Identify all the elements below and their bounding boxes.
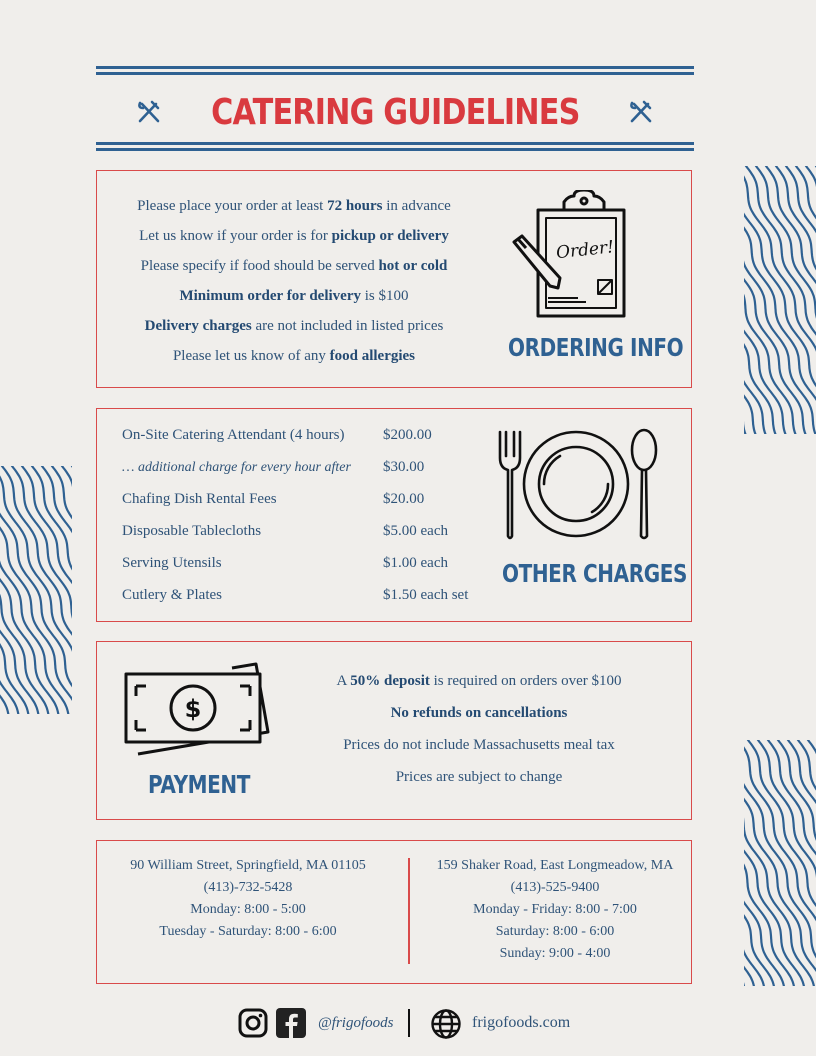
- charge-price: $200.00: [383, 427, 432, 443]
- location-springfield: [98, 855, 398, 943]
- location-phone: (413)-732-5428: [203, 880, 293, 895]
- charge-price: $5.00 each: [383, 523, 448, 539]
- other-charges-heading: OTHER CHARGES: [502, 559, 687, 588]
- header-bottom-rule-2: [96, 148, 694, 151]
- ordering-info-line-text: Please let us know of any: [172, 348, 330, 364]
- page-title: CATERING GUIDELINES: [210, 91, 580, 133]
- plate-cutlery-icon: [496, 428, 660, 542]
- charge-label: Cutlery & Plates: [122, 587, 222, 603]
- ordering-info-line-text: in advance: [382, 198, 451, 214]
- location-hours: Monday: 8:00 - 5:00: [190, 902, 306, 917]
- header-top-rule: [96, 66, 694, 69]
- ordering-info-line-emphasis: Delivery charges: [144, 318, 252, 334]
- charge-label: Chafing Dish Rental Fees: [122, 491, 277, 507]
- charge-price: $1.00 each: [383, 555, 448, 571]
- ordering-info-line-emphasis: hot or cold: [378, 258, 448, 274]
- ordering-info-line-emphasis: food allergies: [329, 348, 416, 364]
- facebook-icon[interactable]: [276, 1008, 306, 1038]
- ordering-info-line: [98, 228, 490, 245]
- ordering-info-line-emphasis: 72 hours: [327, 198, 383, 214]
- header-bottom-rule: [96, 142, 694, 145]
- payment-terms-line: [300, 705, 658, 722]
- location-east-longmeadow: [410, 855, 700, 965]
- payment-terms-line-emphasis: 50% deposit: [350, 673, 430, 689]
- location-hours: Sunday: 9:00 - 4:00: [499, 946, 611, 961]
- charge-label: Serving Utensils: [122, 555, 222, 571]
- ordering-info-line-text: are not included in listed prices: [251, 318, 444, 334]
- ordering-info-line: [98, 318, 490, 335]
- location-address: 159 Shaker Road, East Longmeadow, MA: [436, 858, 674, 873]
- footer: [0, 1005, 816, 1043]
- ordering-info-line-text: is $100: [360, 288, 409, 304]
- payment-terms-line-emphasis: No refunds on cancellations: [390, 705, 568, 721]
- payment-terms-line-text: is required on orders over $100: [429, 673, 622, 689]
- ordering-info-heading: ORDERING INFO: [508, 333, 684, 362]
- ordering-info-line-emphasis: pickup or delivery: [331, 228, 449, 244]
- clipboard-label: Order!: [555, 237, 615, 264]
- charge-label: On-Site Catering Attendant (4 hours): [122, 427, 345, 443]
- money-icon: [122, 660, 274, 760]
- charge-price: $1.50 each set: [383, 587, 469, 603]
- wave-decoration-left: [0, 466, 72, 714]
- ordering-info-line-emphasis: Minimum order for delivery: [179, 288, 361, 304]
- charge-price: $20.00: [383, 491, 425, 507]
- footer-divider: [408, 1009, 410, 1037]
- ordering-info-line: [98, 348, 490, 365]
- ordering-info-line-text: Please place your order at least: [137, 198, 328, 214]
- payment-terms-line: [300, 673, 658, 690]
- website-link[interactable]: frigofoods.com: [472, 1014, 571, 1031]
- ordering-info-line-text: Please specify if food should be served: [140, 258, 379, 274]
- globe-icon: [430, 1008, 462, 1040]
- payment-terms-line-text: Prices are subject to change: [395, 769, 563, 785]
- payment-terms-line-text: Prices do not include Massachusetts meal tax: [343, 737, 615, 753]
- fork-knife-icon: [136, 99, 162, 125]
- payment-terms-line-text: A: [336, 673, 351, 689]
- payment-heading: PAYMENT: [148, 770, 251, 799]
- header-top-rule-2: [96, 72, 694, 75]
- page-header: [96, 86, 694, 138]
- wave-decoration-top-right: [744, 166, 816, 434]
- location-hours: Tuesday - Saturday: 8:00 - 6:00: [159, 924, 337, 939]
- ordering-info-line: [98, 198, 490, 215]
- instagram-icon[interactable]: [238, 1008, 268, 1038]
- location-phone: (413)-525-9400: [510, 880, 600, 895]
- location-hours: Monday - Friday: 8:00 - 7:00: [473, 902, 637, 917]
- payment-terms-line: [300, 769, 658, 786]
- charge-label: Disposable Tablecloths: [122, 523, 262, 539]
- ordering-info-line: [98, 288, 490, 305]
- location-address: 90 William Street, Springfield, MA 01105: [130, 858, 366, 873]
- ordering-info-line-text: Let us know if your order is for: [139, 228, 332, 244]
- fork-knife-icon: [628, 99, 654, 125]
- location-hours: Saturday: 8:00 - 6:00: [495, 924, 615, 939]
- payment-terms-line: [300, 737, 658, 754]
- social-handle[interactable]: @frigofoods: [318, 1015, 394, 1031]
- charge-price: $30.00: [383, 459, 425, 475]
- clipboard-icon: [508, 190, 634, 322]
- ordering-info-line: [98, 258, 490, 275]
- svg-text:$: $: [184, 695, 202, 723]
- charge-label: … additional charge for every hour after: [122, 460, 351, 475]
- wave-decoration-bottom-right: [744, 740, 816, 986]
